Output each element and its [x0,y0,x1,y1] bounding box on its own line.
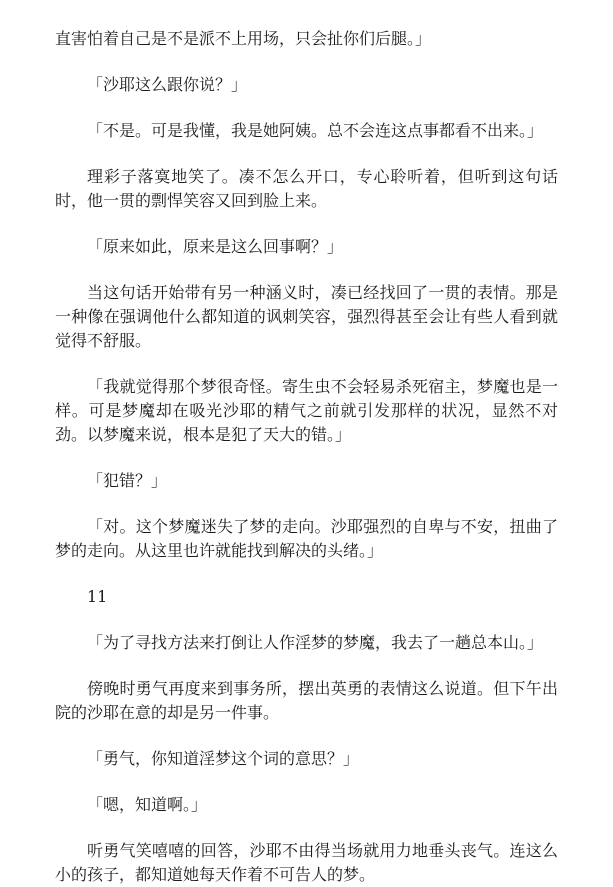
paragraph-continued: 直害怕着自己是不是派不上用场，只会扯你们后腿。」 [55,29,432,48]
section-number: 11 [87,587,108,606]
paragraph-dialogue: 「勇气，你知道淫梦这个词的意思？」 [87,749,360,768]
paragraph-dialogue: 「犯错？」 [87,471,168,490]
paragraph-narration: 当这句话开始带有另一种涵义时，凑已经找回了一贯的表情。那是一种像在强调他什么都知道的讽刺笑容，强烈得甚至会让有些人看到就觉得不舒服。 [55,283,558,350]
paragraph-dialogue: 「原来如此，原来是这么回事啊？」 [87,237,344,256]
paragraph-dialogue: 「为了寻找方法来打倒让人作淫梦的梦魔，我去了一趟总本山。」 [87,633,544,652]
paragraph-dialogue: 「沙耶这么跟你说？」 [87,75,248,94]
paragraph-narration: 傍晚时勇气再度来到事务所，摆出英勇的表情这么说道。但下午出院的沙耶在意的却是另一件事。 [55,679,558,722]
paragraph-narration: 听勇气笑嘻嘻的回答，沙耶不由得当场就用力地垂头丧气。连这么小的孩子，都知道她每天作着不可告人的梦。 [55,841,558,884]
paragraph-dialogue: 「对。这个梦魔迷失了梦的走向。沙耶强烈的自卑与不安，扭曲了梦的走向。从这里也许就能找到解决的头绪。」 [55,517,558,560]
paragraph-dialogue: 「嗯，知道啊。」 [87,795,208,814]
paragraph-dialogue: 「我就觉得那个梦很奇怪。寄生虫不会轻易杀死宿主，梦魔也是一样。可是梦魔却在吸光沙耶的精气之前就引发那样的状况，显然不对劲。以梦魔来说，根本是犯了天大的错。」 [55,377,558,444]
paragraph-narration: 理彩子落寞地笑了。凑不怎么开口，专心聆听着，但听到这句话时，他一贯的剽悍笑容又回到脸上来。 [55,167,558,210]
paragraph-dialogue: 「不是。可是我懂，我是她阿姨。总不会连这点事都看不出来。」 [87,121,544,140]
